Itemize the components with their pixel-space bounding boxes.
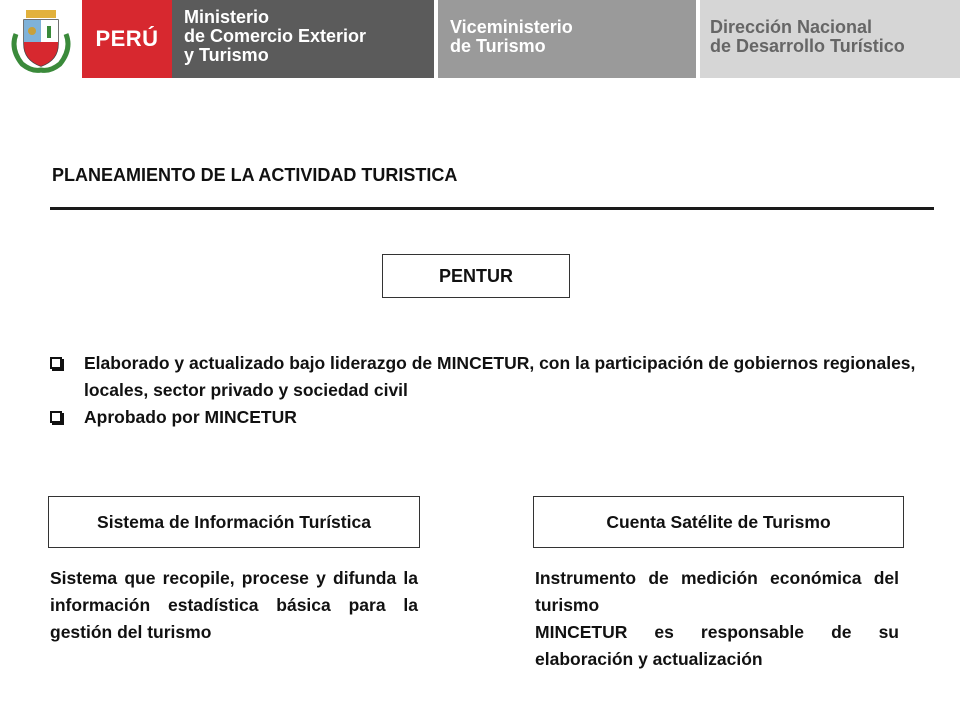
tourism-information-system-box: Sistema de Información Turística [48, 496, 420, 548]
description-text: MINCETUR es responsable de su elaboración y actualización [535, 622, 899, 669]
ministry-label [172, 0, 434, 78]
vice-ministry-label [438, 0, 696, 78]
tourism-satellite-account-box: Cuenta Satélite de Turismo [533, 496, 904, 548]
title-divider [50, 207, 934, 210]
vice-line: de Turismo [450, 36, 546, 56]
ministry-line: y Turismo [184, 45, 269, 65]
bullet-text: Elaborado y actualizado bajo liderazgo de MINCETUR, con la participación de gobiernos regionales, locales, sector privado y sociedad civil [84, 353, 916, 400]
pentur-box: PENTUR [382, 254, 570, 298]
direction-line: Dirección Nacional [710, 17, 873, 37]
checkbox-bullet-icon [50, 411, 62, 423]
description-text: Instrumento de medición económica del turismo [535, 568, 899, 615]
ministry-line: Ministerio [184, 7, 270, 27]
bullet-text: Aprobado por MINCETUR [84, 407, 297, 427]
ministry-line: de Comercio Exterior [184, 26, 367, 46]
peru-label: PERÚ [82, 0, 172, 78]
header-banner [0, 0, 960, 78]
pentur-bullet-list [50, 350, 930, 431]
page-title: PLANEAMIENTO DE LA ACTIVIDAD TURISTICA [52, 165, 458, 185]
direction-label [700, 0, 960, 78]
tourism-satellite-account-description [535, 565, 899, 673]
list-item [50, 404, 930, 431]
vice-line: Viceministerio [450, 17, 573, 37]
direction-line: de Desarrollo Turístico [710, 36, 905, 56]
coat-of-arms-icon [0, 0, 82, 78]
tourism-information-system-description [50, 565, 418, 646]
description-text: Sistema que recopile, procese y difunda la información estadística básica para la gestión del turismo [50, 568, 418, 642]
checkbox-bullet-icon [50, 357, 62, 369]
list-item [50, 350, 930, 404]
